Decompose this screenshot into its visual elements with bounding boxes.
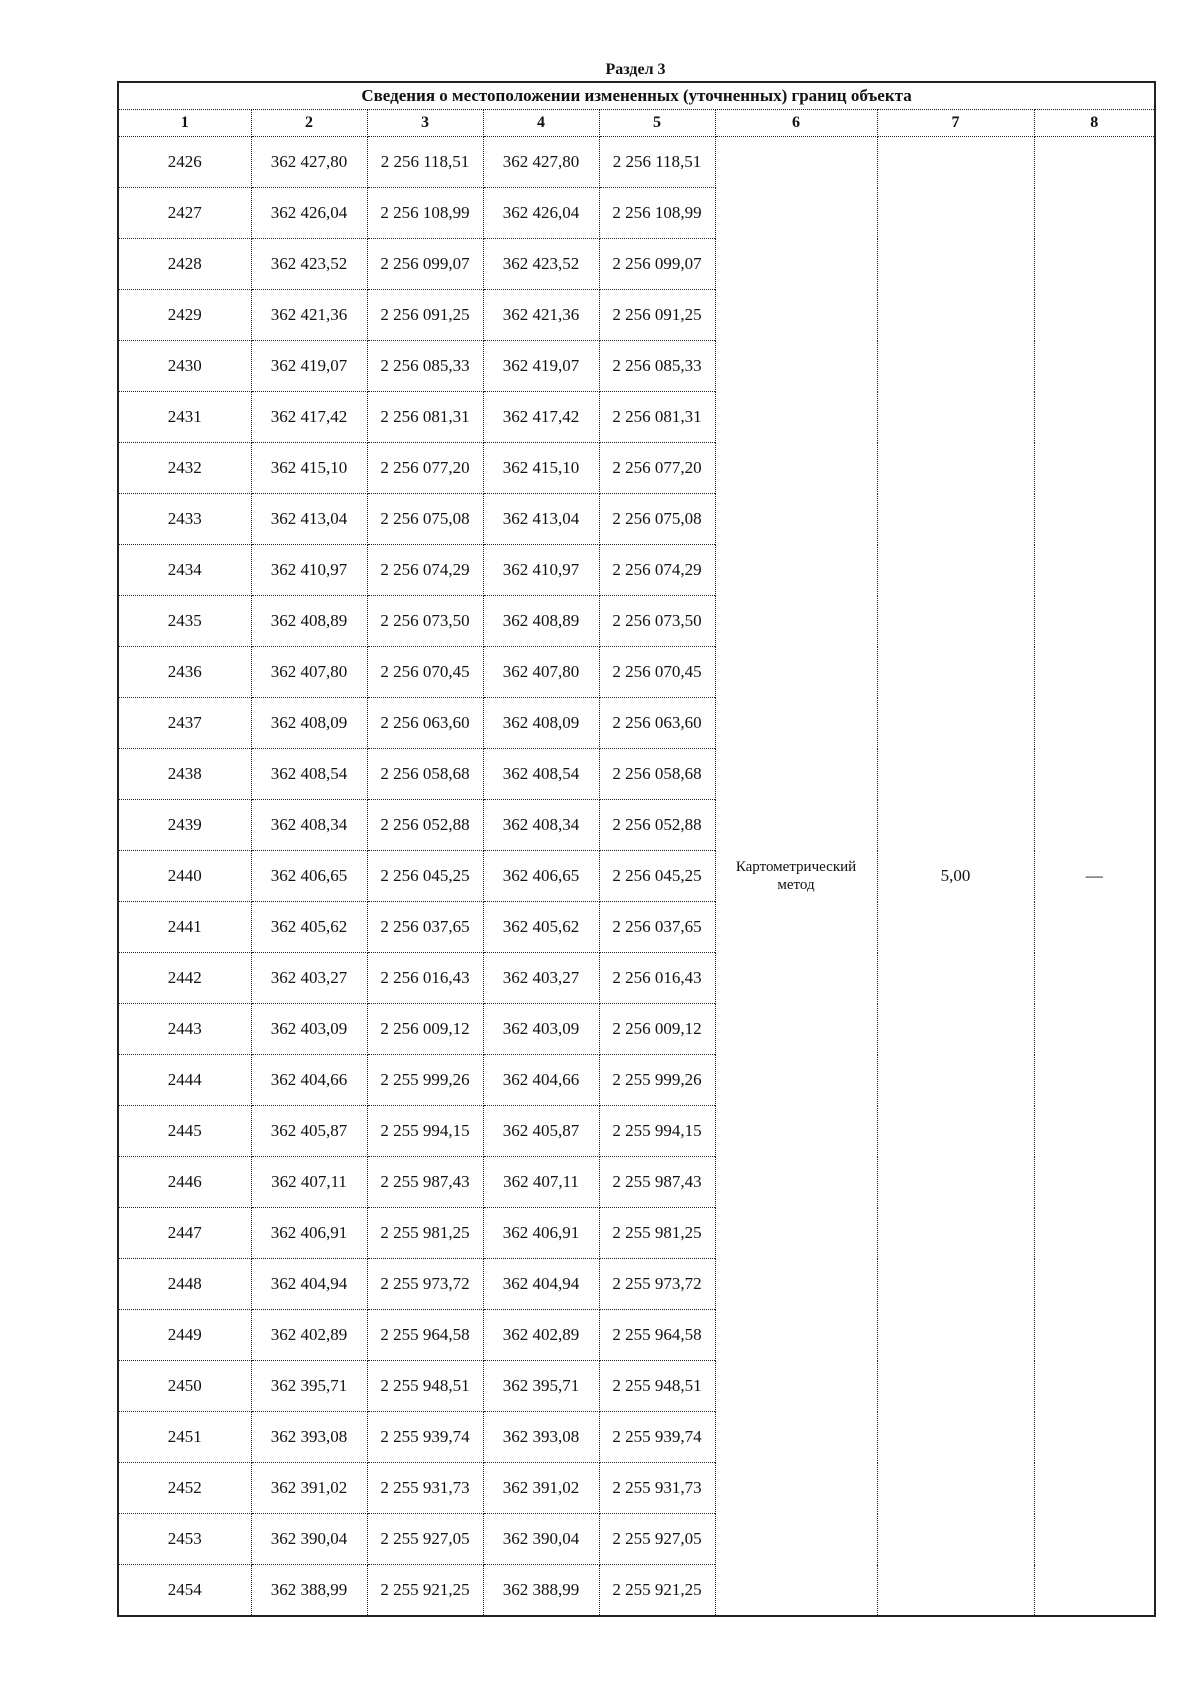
point-number-cell: 2439	[118, 800, 251, 851]
x-refined-cell: 362 404,66	[483, 1055, 599, 1106]
y-existing-cell: 2 256 118,51	[367, 137, 483, 188]
point-number-cell: 2448	[118, 1259, 251, 1310]
point-number-cell: 2441	[118, 902, 251, 953]
point-number-cell: 2432	[118, 443, 251, 494]
x-refined-cell: 362 407,11	[483, 1157, 599, 1208]
y-existing-cell: 2 256 016,43	[367, 953, 483, 1004]
method-line-2: метод	[777, 877, 815, 893]
y-refined-cell: 2 256 063,60	[599, 698, 715, 749]
x-existing-cell: 362 407,11	[251, 1157, 367, 1208]
x-existing-cell: 362 408,54	[251, 749, 367, 800]
y-refined-cell: 2 256 045,25	[599, 851, 715, 902]
x-refined-cell: 362 391,02	[483, 1463, 599, 1514]
y-existing-cell: 2 255 973,72	[367, 1259, 483, 1310]
x-existing-cell: 362 393,08	[251, 1412, 367, 1463]
x-existing-cell: 362 390,04	[251, 1514, 367, 1565]
y-refined-cell: 2 255 973,72	[599, 1259, 715, 1310]
x-existing-cell: 362 403,27	[251, 953, 367, 1004]
y-existing-cell: 2 255 939,74	[367, 1412, 483, 1463]
point-number-cell: 2431	[118, 392, 251, 443]
column-number: 5	[599, 110, 715, 137]
point-number-cell: 2453	[118, 1514, 251, 1565]
x-existing-cell: 362 426,04	[251, 188, 367, 239]
x-existing-cell: 362 395,71	[251, 1361, 367, 1412]
x-existing-cell: 362 407,80	[251, 647, 367, 698]
x-existing-cell: 362 413,04	[251, 494, 367, 545]
x-refined-cell: 362 427,80	[483, 137, 599, 188]
x-refined-cell: 362 403,09	[483, 1004, 599, 1055]
x-existing-cell: 362 404,94	[251, 1259, 367, 1310]
x-refined-cell: 362 413,04	[483, 494, 599, 545]
y-refined-cell: 2 256 091,25	[599, 290, 715, 341]
table-caption: Сведения о местоположении измененных (уточненных) границ объекта	[118, 82, 1155, 110]
point-number-cell: 2442	[118, 953, 251, 1004]
point-number-cell: 2437	[118, 698, 251, 749]
method-cell	[715, 137, 877, 1617]
column-number: 7	[877, 110, 1034, 137]
x-existing-cell: 362 408,09	[251, 698, 367, 749]
y-refined-cell: 2 255 939,74	[599, 1412, 715, 1463]
y-refined-cell: 2 256 037,65	[599, 902, 715, 953]
x-refined-cell: 362 423,52	[483, 239, 599, 290]
column-number: 8	[1034, 110, 1155, 137]
method-line-1: Картометрический	[735, 859, 857, 875]
point-number-cell: 2429	[118, 290, 251, 341]
y-existing-cell: 2 256 075,08	[367, 494, 483, 545]
x-existing-cell: 362 403,09	[251, 1004, 367, 1055]
x-existing-cell: 362 408,89	[251, 596, 367, 647]
column-8-cell: —	[1034, 137, 1155, 1617]
x-existing-cell: 362 423,52	[251, 239, 367, 290]
point-number-cell: 2434	[118, 545, 251, 596]
y-refined-cell: 2 255 999,26	[599, 1055, 715, 1106]
x-refined-cell: 362 404,94	[483, 1259, 599, 1310]
x-existing-cell: 362 391,02	[251, 1463, 367, 1514]
y-refined-cell: 2 256 081,31	[599, 392, 715, 443]
y-existing-cell: 2 255 948,51	[367, 1361, 483, 1412]
x-refined-cell: 362 408,09	[483, 698, 599, 749]
x-existing-cell: 362 406,91	[251, 1208, 367, 1259]
point-number-cell: 2445	[118, 1106, 251, 1157]
y-existing-cell: 2 256 009,12	[367, 1004, 483, 1055]
x-refined-cell: 362 402,89	[483, 1310, 599, 1361]
y-refined-cell: 2 256 075,08	[599, 494, 715, 545]
y-refined-cell: 2 256 108,99	[599, 188, 715, 239]
x-existing-cell: 362 427,80	[251, 137, 367, 188]
section-title: Раздел 3	[605, 61, 666, 78]
y-existing-cell: 2 256 037,65	[367, 902, 483, 953]
y-refined-cell: 2 256 052,88	[599, 800, 715, 851]
x-refined-cell: 362 421,36	[483, 290, 599, 341]
x-refined-cell: 362 415,10	[483, 443, 599, 494]
point-number-cell: 2426	[118, 137, 251, 188]
x-refined-cell: 362 395,71	[483, 1361, 599, 1412]
x-existing-cell: 362 410,97	[251, 545, 367, 596]
y-refined-cell: 2 255 948,51	[599, 1361, 715, 1412]
point-number-cell: 2451	[118, 1412, 251, 1463]
point-number-cell: 2450	[118, 1361, 251, 1412]
x-existing-cell: 362 388,99	[251, 1565, 367, 1617]
x-existing-cell: 362 405,62	[251, 902, 367, 953]
x-refined-cell: 362 390,04	[483, 1514, 599, 1565]
point-number-cell: 2428	[118, 239, 251, 290]
y-existing-cell: 2 255 994,15	[367, 1106, 483, 1157]
point-number-cell: 2447	[118, 1208, 251, 1259]
x-refined-cell: 362 408,34	[483, 800, 599, 851]
x-existing-cell: 362 415,10	[251, 443, 367, 494]
y-existing-cell: 2 256 073,50	[367, 596, 483, 647]
table-row	[118, 137, 1155, 188]
x-refined-cell: 362 403,27	[483, 953, 599, 1004]
accuracy-cell: 5,00	[877, 137, 1034, 1617]
column-number: 1	[118, 110, 251, 137]
y-refined-cell: 2 256 058,68	[599, 749, 715, 800]
y-existing-cell: 2 256 108,99	[367, 188, 483, 239]
y-refined-cell: 2 256 099,07	[599, 239, 715, 290]
x-refined-cell: 362 417,42	[483, 392, 599, 443]
y-refined-cell: 2 256 074,29	[599, 545, 715, 596]
y-existing-cell: 2 255 981,25	[367, 1208, 483, 1259]
y-existing-cell: 2 256 074,29	[367, 545, 483, 596]
point-number-cell: 2427	[118, 188, 251, 239]
y-refined-cell: 2 256 009,12	[599, 1004, 715, 1055]
x-existing-cell: 362 405,87	[251, 1106, 367, 1157]
y-existing-cell: 2 255 931,73	[367, 1463, 483, 1514]
x-refined-cell: 362 410,97	[483, 545, 599, 596]
boundary-points-table	[117, 81, 1156, 1617]
y-existing-cell: 2 256 052,88	[367, 800, 483, 851]
y-existing-cell: 2 255 999,26	[367, 1055, 483, 1106]
x-refined-cell: 362 407,80	[483, 647, 599, 698]
y-existing-cell: 2 256 077,20	[367, 443, 483, 494]
x-existing-cell: 362 406,65	[251, 851, 367, 902]
column-number: 6	[715, 110, 877, 137]
y-existing-cell: 2 256 058,68	[367, 749, 483, 800]
column-number: 2	[251, 110, 367, 137]
y-refined-cell: 2 256 085,33	[599, 341, 715, 392]
y-refined-cell: 2 256 016,43	[599, 953, 715, 1004]
y-refined-cell: 2 256 070,45	[599, 647, 715, 698]
point-number-cell: 2436	[118, 647, 251, 698]
x-refined-cell: 362 408,89	[483, 596, 599, 647]
y-existing-cell: 2 256 091,25	[367, 290, 483, 341]
y-existing-cell: 2 256 099,07	[367, 239, 483, 290]
y-refined-cell: 2 256 077,20	[599, 443, 715, 494]
y-existing-cell: 2 256 070,45	[367, 647, 483, 698]
y-existing-cell: 2 256 085,33	[367, 341, 483, 392]
column-number: 4	[483, 110, 599, 137]
y-refined-cell: 2 255 921,25	[599, 1565, 715, 1617]
y-existing-cell: 2 256 081,31	[367, 392, 483, 443]
x-existing-cell: 362 408,34	[251, 800, 367, 851]
x-existing-cell: 362 417,42	[251, 392, 367, 443]
x-refined-cell: 362 405,87	[483, 1106, 599, 1157]
x-refined-cell: 362 393,08	[483, 1412, 599, 1463]
x-refined-cell: 362 419,07	[483, 341, 599, 392]
point-number-cell: 2454	[118, 1565, 251, 1617]
y-existing-cell: 2 255 927,05	[367, 1514, 483, 1565]
y-existing-cell: 2 255 987,43	[367, 1157, 483, 1208]
y-refined-cell: 2 256 073,50	[599, 596, 715, 647]
x-refined-cell: 362 426,04	[483, 188, 599, 239]
point-number-cell: 2446	[118, 1157, 251, 1208]
x-existing-cell: 362 421,36	[251, 290, 367, 341]
table-body	[118, 137, 1155, 1617]
point-number-cell: 2440	[118, 851, 251, 902]
point-number-cell: 2430	[118, 341, 251, 392]
y-refined-cell: 2 255 931,73	[599, 1463, 715, 1514]
point-number-cell: 2443	[118, 1004, 251, 1055]
x-existing-cell: 362 419,07	[251, 341, 367, 392]
y-refined-cell: 2 256 118,51	[599, 137, 715, 188]
y-refined-cell: 2 255 964,58	[599, 1310, 715, 1361]
y-refined-cell: 2 255 987,43	[599, 1157, 715, 1208]
point-number-cell: 2433	[118, 494, 251, 545]
x-refined-cell: 362 388,99	[483, 1565, 599, 1617]
y-refined-cell: 2 255 927,05	[599, 1514, 715, 1565]
point-number-cell: 2444	[118, 1055, 251, 1106]
x-existing-cell: 362 402,89	[251, 1310, 367, 1361]
y-existing-cell: 2 256 045,25	[367, 851, 483, 902]
point-number-cell: 2449	[118, 1310, 251, 1361]
column-number: 3	[367, 110, 483, 137]
y-existing-cell: 2 255 964,58	[367, 1310, 483, 1361]
x-existing-cell: 362 404,66	[251, 1055, 367, 1106]
point-number-cell: 2452	[118, 1463, 251, 1514]
y-refined-cell: 2 255 981,25	[599, 1208, 715, 1259]
y-existing-cell: 2 256 063,60	[367, 698, 483, 749]
x-refined-cell: 362 406,91	[483, 1208, 599, 1259]
x-refined-cell: 362 406,65	[483, 851, 599, 902]
point-number-cell: 2438	[118, 749, 251, 800]
y-refined-cell: 2 255 994,15	[599, 1106, 715, 1157]
x-refined-cell: 362 408,54	[483, 749, 599, 800]
y-existing-cell: 2 255 921,25	[367, 1565, 483, 1617]
column-number-row	[118, 110, 1155, 137]
point-number-cell: 2435	[118, 596, 251, 647]
x-refined-cell: 362 405,62	[483, 902, 599, 953]
